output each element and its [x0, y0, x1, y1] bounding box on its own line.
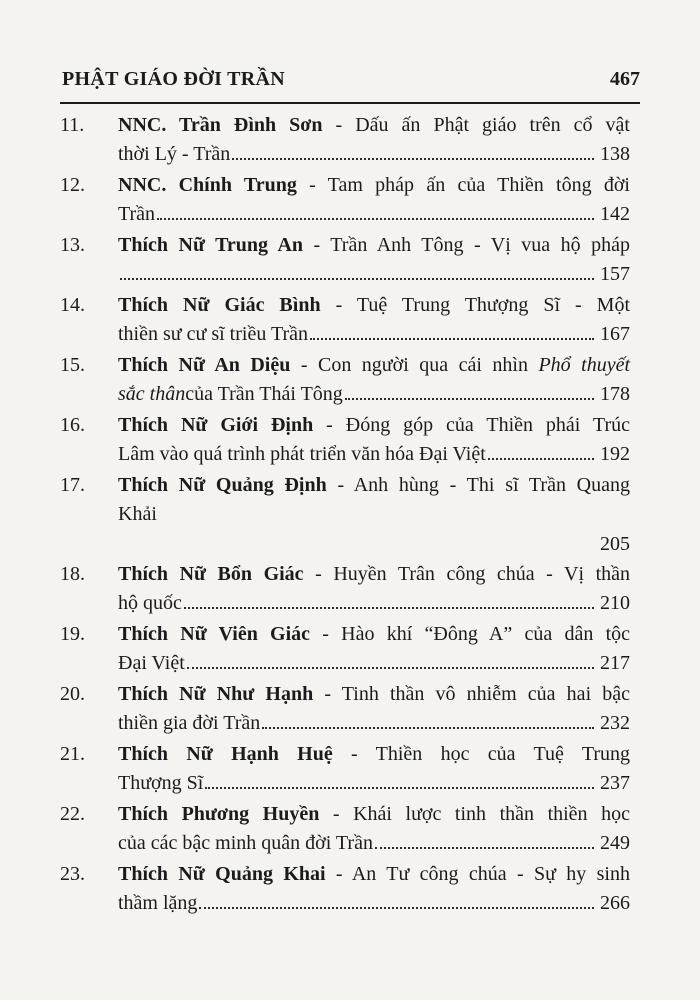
entry-page: 217 — [600, 652, 630, 674]
toc-entry-20 — [60, 683, 630, 743]
page-number: 467 — [610, 68, 640, 90]
leader-dots — [262, 713, 594, 729]
entry-author: Thích Phương Huyền — [118, 803, 320, 825]
toc-entry-12 — [60, 174, 630, 234]
entry-title-cont: thời Lý - Trần — [118, 143, 231, 165]
entry-title: - Huyền Trân công chúa - Vị thần — [303, 563, 630, 585]
entry-title: - Hào khí “Đông A” của dân tộc — [310, 623, 631, 645]
entry-number: 17. — [60, 474, 85, 496]
entry-title: - Anh hùng - Thi sĩ Trần Quang — [326, 474, 631, 496]
entry-line-1 — [118, 743, 630, 766]
entry-title-cont: thiền gia đời Trần — [118, 712, 261, 734]
entry-page: 266 — [600, 892, 630, 914]
entry-number: 18. — [60, 563, 85, 585]
entry-title-cont: hộ quốc — [118, 592, 182, 614]
entry-line-2 — [118, 323, 630, 346]
entry-author: NNC. Trần Đình Sơn — [118, 114, 323, 136]
entry-title: - Thiền học của Tuệ Trung — [332, 743, 631, 765]
entry-number: 19. — [60, 623, 85, 645]
entry-author: Thích Nữ Quảng Khai — [118, 863, 326, 885]
entry-page: 157 — [600, 263, 630, 285]
entry-line-1 — [118, 294, 630, 317]
entry-title-cont: Trần — [118, 203, 156, 225]
entry-author: Thích Nữ Giác Bình — [118, 294, 321, 316]
toc-entry-16 — [60, 414, 630, 474]
entry-author: Thích Nữ Như Hạnh — [118, 683, 314, 705]
entry-line-3 — [118, 533, 630, 556]
entry-title-cont: Thượng Sĩ — [118, 772, 204, 794]
toc-entry-19 — [60, 623, 630, 683]
entry-line-2 — [118, 712, 630, 735]
table-of-contents — [60, 114, 630, 923]
entry-line-2 — [118, 143, 630, 166]
leader-dots — [120, 264, 594, 280]
entry-number: 23. — [60, 863, 85, 885]
entry-title: - Tinh thần vô nhiễm của hai bậc — [313, 683, 631, 705]
entry-title: - An Tư công chúa - Sự hy sinh — [325, 863, 630, 885]
leader-dots — [157, 204, 594, 220]
entry-author: Thích Nữ Quảng Định — [118, 474, 327, 496]
entry-title: - Trần Anh Tông - Vị vua hộ pháp — [303, 234, 630, 256]
leader-dots — [232, 144, 594, 160]
entry-author: Thích Nữ An Diệu — [118, 354, 291, 376]
entry-line-1 — [118, 863, 630, 886]
entry-line-2 — [118, 832, 630, 855]
toc-entry-17-page-line — [60, 533, 630, 563]
toc-entry-13 — [60, 234, 630, 294]
entry-author: Thích Nữ Viên Giác — [118, 623, 311, 645]
leader-dots — [187, 653, 594, 669]
entry-page: 138 — [600, 143, 630, 165]
entry-line-2 — [118, 592, 630, 615]
entry-author: NNC. Chính Trung — [118, 174, 297, 196]
entry-title: - Dấu ấn Phật giáo trên cổ vật — [322, 114, 630, 136]
entry-number: 13. — [60, 234, 85, 256]
entry-line-1 — [118, 474, 630, 497]
toc-entry-21 — [60, 743, 630, 803]
entry-line-1 — [118, 174, 630, 197]
entry-line-1 — [118, 354, 630, 377]
toc-entry-14 — [60, 294, 630, 354]
leader-dots — [184, 593, 594, 609]
entry-title: - Con người qua cái nhìn — [290, 354, 539, 376]
entry-title-cont: thiền sư cư sĩ triều Trần — [118, 323, 309, 345]
entry-page: 210 — [600, 592, 630, 614]
leader-dots — [205, 773, 594, 789]
entry-author: Thích Nữ Hạnh Huệ — [118, 743, 333, 765]
entry-line-1 — [118, 414, 630, 437]
entry-title-cont: Lâm vào quá trình phát triển văn hóa Đại Việt — [118, 443, 486, 465]
entry-title: - Tam pháp ấn của Thiền tông đời — [296, 174, 630, 196]
entry-author: Thích Nữ Bổn Giác — [118, 563, 304, 585]
entry-title-cont: Đại Việt — [118, 652, 185, 674]
entry-line-2 — [118, 203, 630, 226]
entry-number: 11. — [60, 114, 85, 136]
entry-number: 12. — [60, 174, 85, 196]
toc-entry-15 — [60, 354, 630, 414]
leader-dots — [345, 384, 594, 400]
entry-title-italic-cont: sắc thân — [118, 383, 186, 405]
leader-dots — [375, 833, 594, 849]
running-header — [60, 62, 640, 104]
leader-dots — [488, 444, 594, 460]
entry-number: 15. — [60, 354, 85, 376]
entry-line-2 — [118, 503, 630, 526]
entry-page: 167 — [600, 323, 630, 345]
entry-page: 142 — [600, 203, 630, 225]
entry-number: 16. — [60, 414, 85, 436]
entry-line-2 — [118, 892, 630, 915]
toc-entry-22 — [60, 803, 630, 863]
entry-title-cont: thầm lặng — [118, 892, 198, 914]
entry-title-italic: Phổ thuyết — [538, 354, 630, 376]
entry-number: 20. — [60, 683, 85, 705]
entry-line-2 — [118, 772, 630, 795]
entry-title: - Đóng góp của Thiền phái Trúc — [313, 414, 630, 436]
running-title: PHẬT GIÁO ĐỜI TRẦN — [62, 68, 286, 90]
entry-title-cont: của các bậc minh quân đời Trần — [118, 832, 373, 854]
entry-number: 14. — [60, 294, 85, 316]
entry-line-1 — [118, 683, 630, 706]
leader-dots — [310, 324, 594, 340]
entry-line-1 — [118, 803, 630, 826]
toc-entry-11 — [60, 114, 630, 174]
leader-dots — [199, 893, 594, 909]
entry-author: Thích Nữ Giới Định — [118, 414, 314, 436]
entry-title: - Khái lược tinh thần thiền học — [319, 803, 630, 825]
entry-number: 21. — [60, 743, 85, 765]
toc-entry-18 — [60, 563, 630, 623]
entry-title-cont: của Trần Thái Tông — [185, 383, 343, 405]
entry-author: Thích Nữ Trung An — [118, 234, 304, 256]
entry-line-2 — [118, 652, 630, 675]
toc-entry-23 — [60, 863, 630, 923]
entry-line-1 — [118, 623, 630, 646]
entry-number: 22. — [60, 803, 85, 825]
entry-title-cont: Khải — [118, 503, 157, 525]
entry-line-1 — [118, 563, 630, 586]
leader-space — [120, 534, 594, 550]
entry-line-2 — [118, 383, 630, 406]
entry-page: 205 — [600, 533, 630, 555]
entry-title: - Tuệ Trung Thượng Sĩ - Một — [320, 294, 631, 316]
entry-line-2 — [118, 443, 630, 466]
entry-page: 237 — [600, 772, 630, 794]
toc-entry-17 — [60, 474, 630, 534]
entry-line-2 — [118, 263, 630, 286]
entry-page: 192 — [600, 443, 630, 465]
entry-line-1 — [118, 234, 630, 257]
entry-page: 232 — [600, 712, 630, 734]
entry-page: 249 — [600, 832, 630, 854]
entry-page: 178 — [600, 383, 630, 405]
entry-line-1 — [118, 114, 630, 137]
